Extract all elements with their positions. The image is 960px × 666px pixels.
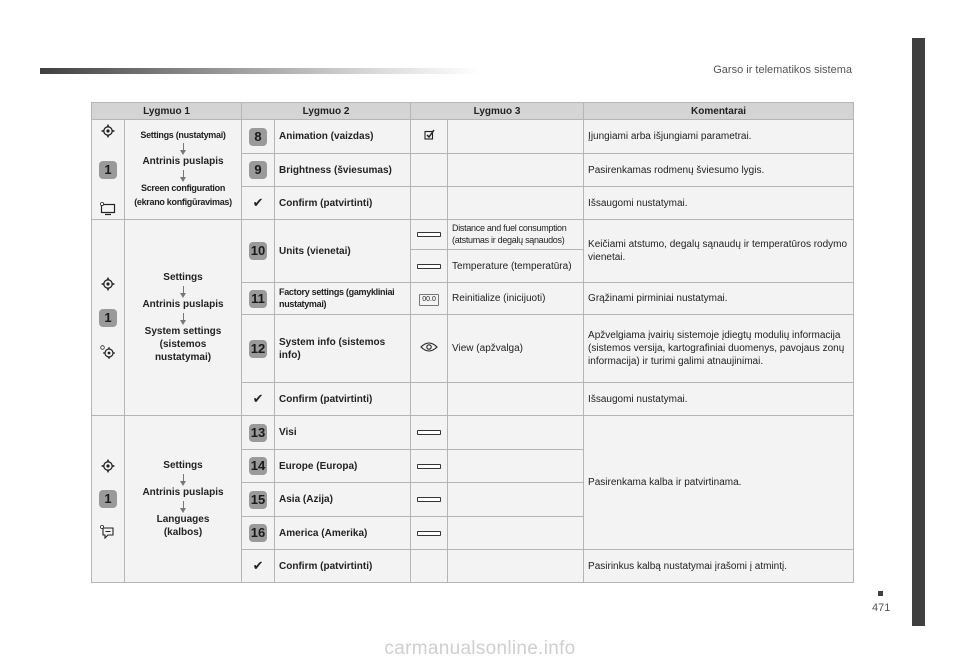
num-cell (242, 315, 275, 383)
flow-target: Languages (kalbos) (156, 514, 210, 538)
col-header-level3: Lygmuo 3 (411, 103, 584, 120)
header-gradient-bar (40, 68, 480, 74)
num-cell (242, 416, 275, 450)
empty-cell (448, 483, 584, 517)
empty-cell (411, 187, 448, 220)
checkmark-icon: ✔ (252, 390, 264, 406)
empty-cell (448, 450, 584, 483)
item-number-badge: 11 (249, 290, 267, 308)
flow-subpage: Antrinis puslapis (142, 299, 224, 310)
languages-icon (100, 525, 116, 539)
option-icon-cell (411, 250, 448, 283)
level1-badge: 1 (99, 309, 117, 327)
item-number-badge: 15 (250, 491, 266, 507)
table-row (92, 220, 854, 250)
toggle-bar-icon (417, 430, 441, 435)
option-label: Confirm (patvirtinti) (275, 550, 411, 583)
gear-icon (101, 124, 115, 138)
option-label: Asia (Azija) (275, 483, 411, 517)
comment-cell: Pasirenkamas rodmenų šviesumo lygis. (584, 154, 854, 187)
comment-cell: Išsaugomi nustatymai. (584, 383, 854, 416)
empty-cell (448, 517, 584, 550)
option-icon-cell (411, 220, 448, 250)
group2-icon-column (92, 220, 125, 416)
num-cell (242, 120, 275, 154)
flow-settings: Settings (163, 460, 203, 471)
gear-icon (101, 459, 115, 473)
group1-flow (125, 120, 242, 220)
item-number-badge: 12 (250, 340, 266, 356)
toggle-bar-icon (417, 232, 441, 237)
flow-subpage: Antrinis puslapis (142, 156, 224, 168)
table-row (92, 120, 854, 154)
group3-icon-column (92, 416, 125, 583)
col-header-level1: Lygmuo 1 (92, 103, 242, 120)
check-cell (242, 187, 275, 220)
num-cell (242, 154, 275, 187)
empty-cell (448, 187, 584, 220)
comment-cell: Grąžinami pirminiai nustatymai. (584, 283, 854, 315)
empty-cell (448, 120, 584, 154)
page-marker (878, 591, 883, 596)
num-cell (242, 483, 275, 517)
action-label: Reinitialize (inicijuoti) (448, 283, 584, 315)
num-cell (242, 450, 275, 483)
option-label: Europe (Europa) (275, 450, 411, 483)
flow-target: Screen configuration (ekrano konfigūravimas) (134, 183, 232, 207)
comment-cell: Apžvelgiama įvairių sistemoje įdiegtų modulių informacija (sistemos versija, kartografiniai duomenys, pavojaus zonų informacija) ir turimi galimi atnaujinimai. (584, 315, 854, 383)
group3-flow (125, 416, 242, 583)
empty-cell (448, 154, 584, 187)
flow-settings: Settings (163, 272, 203, 283)
option-label: Brightness (šviesumas) (275, 154, 411, 187)
option-icon-cell (411, 315, 448, 383)
item-number-badge: 13 (250, 424, 266, 440)
option-icon-cell (411, 120, 448, 154)
num-cell (242, 283, 275, 315)
toggle-bar-icon (417, 497, 441, 502)
col-header-comments: Komentarai (584, 103, 854, 120)
empty-cell (411, 154, 448, 187)
group1-icon-column (92, 120, 125, 220)
gear-icon (101, 277, 115, 291)
option-icon-cell (411, 416, 448, 450)
num-cell (242, 220, 275, 283)
flow-arrow (183, 474, 184, 482)
settings-table (91, 102, 854, 583)
flow-target: System settings (sistemos nustatymai) (144, 326, 222, 363)
page-side-tab (912, 38, 925, 626)
option-icon-cell (411, 283, 448, 315)
comment-cell: Įjungiami arba išjungiami parametrai. (584, 120, 854, 154)
checkmark-icon: ✔ (252, 194, 264, 210)
table-row (92, 416, 854, 450)
watermark: carmanualsonline.info (384, 638, 576, 659)
page-number: 471 (872, 602, 891, 614)
option-label: Confirm (patvirtinti) (275, 187, 411, 220)
level1-badge: 1 (99, 161, 117, 179)
empty-cell (411, 383, 448, 416)
flow-arrow (183, 143, 184, 151)
reset-counter-icon: 00.0 (419, 294, 439, 306)
comment-cell: Išsaugomi nustatymai. (584, 187, 854, 220)
item-number-badge: 9 (249, 161, 267, 179)
empty-cell (448, 550, 584, 583)
option-label: Factory settings (gamykliniai nustatymai) (275, 283, 411, 315)
flow-arrow (183, 170, 184, 178)
check-cell (242, 550, 275, 583)
eye-icon (420, 342, 438, 352)
option-icon-cell (411, 517, 448, 550)
option-icon-cell (411, 483, 448, 517)
flow-arrow (183, 313, 184, 321)
comment-cell: Pasirinkus kalbą nustatymai įrašomi į atmintį. (584, 550, 854, 583)
toggle-bar-icon (417, 464, 441, 469)
empty-cell (448, 416, 584, 450)
option-icon-cell (411, 450, 448, 483)
check-cell (242, 383, 275, 416)
checkmark-icon: ✔ (252, 557, 264, 573)
level1-badge: 1 (99, 490, 117, 508)
option-label: Units (vienetai) (275, 220, 411, 283)
option-label: Visi (275, 416, 411, 450)
toggle-bar-icon (417, 531, 441, 536)
option-label: America (Amerika) (275, 517, 411, 550)
flow-subpage: Antrinis puslapis (142, 487, 224, 498)
col-header-level2: Lygmuo 2 (242, 103, 411, 120)
sub-option-label: Distance and fuel consumption (atstumas ir degalų sąnaudos) (448, 220, 584, 250)
item-number-badge: 10 (250, 243, 266, 258)
table-header-row (92, 103, 854, 120)
option-label: System info (sistemos info) (275, 315, 411, 383)
sub-option-label: Temperature (temperatūra) (448, 250, 584, 283)
section-title: Garso ir telematikos sistema (713, 64, 852, 76)
item-number-badge: 16 (250, 525, 266, 540)
item-number-badge: 14 (250, 458, 266, 473)
checkbox-icon (424, 129, 435, 140)
flow-arrow (183, 501, 184, 509)
item-number-badge: 8 (249, 128, 267, 146)
toggle-bar-icon (417, 264, 441, 269)
flow-arrow (183, 286, 184, 294)
empty-cell (411, 550, 448, 583)
system-settings-icon (100, 345, 116, 359)
comment-cell: Keičiami atstumo, degalų sąnaudų ir temperatūros rodymo vienetai. (584, 220, 854, 283)
option-label: Confirm (patvirtinti) (275, 383, 411, 416)
option-label: Animation (vaizdas) (275, 120, 411, 154)
group2-flow (125, 220, 242, 416)
flow-settings: Settings (nustatymai) (140, 129, 226, 140)
action-label: View (apžvalga) (448, 315, 584, 383)
num-cell (242, 517, 275, 550)
comment-cell: Pasirenkama kalba ir patvirtinama. (584, 416, 854, 550)
screen-config-icon (100, 202, 116, 216)
empty-cell (448, 383, 584, 416)
